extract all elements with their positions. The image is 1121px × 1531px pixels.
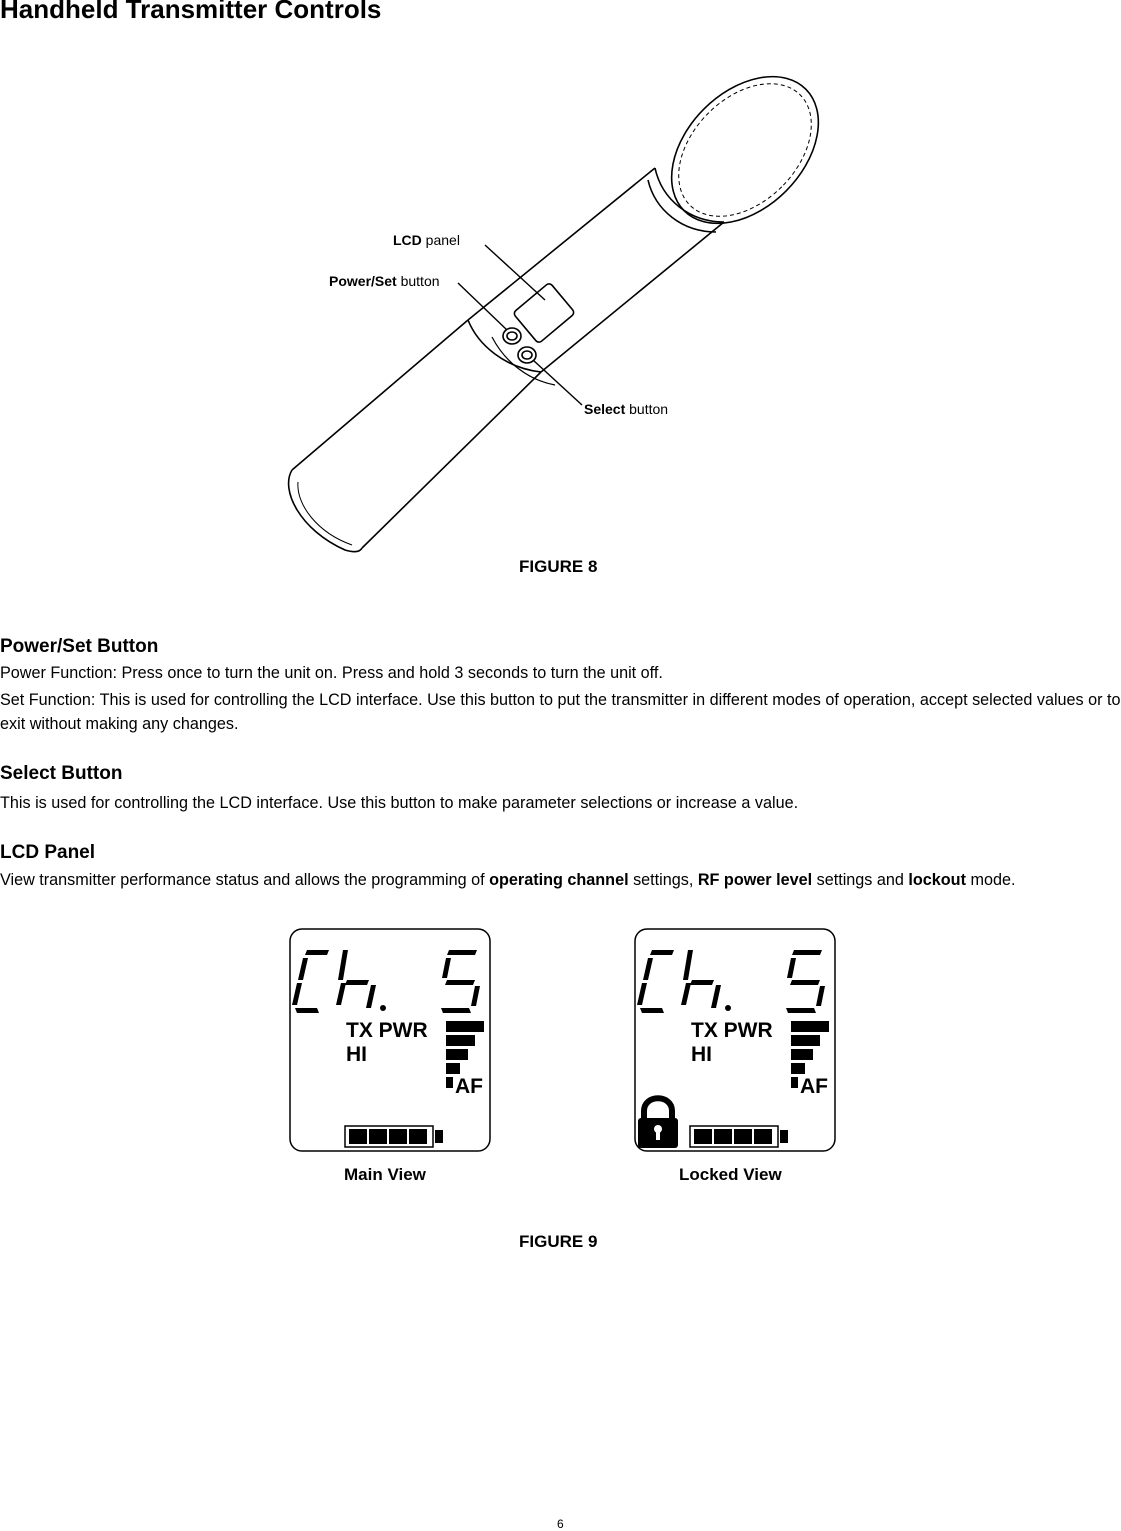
grille-outline (643, 60, 847, 252)
page-title: Handheld Transmitter Controls (0, 0, 382, 24)
tx-pwr-label-locked: TX PWR (691, 1019, 773, 1042)
af-label-main: AF (455, 1075, 483, 1098)
tx-pwr-value-main: HI (346, 1043, 367, 1066)
select-heading: Select Button (0, 763, 123, 784)
handle-end (289, 470, 362, 552)
main-view-caption: Main View (344, 1165, 426, 1184)
lcd-heading: LCD Panel (0, 842, 96, 863)
power-set-button-shape (503, 328, 521, 344)
power-set-button-callout: Power/Set button (329, 273, 440, 289)
lcd-window (513, 282, 575, 343)
power-function-text: Power Function: Press once to turn the unit on. Press and hold 3 seconds to turn the unit off. (0, 664, 663, 682)
tx-pwr-value-locked: HI (691, 1043, 712, 1066)
lcd-text: View transmitter performance status and allows the programming of operating channel settings, RF power level settings and lockout mode. (0, 871, 1016, 889)
power-set-heading: Power/Set Button (0, 636, 159, 657)
lcd-main-view (289, 928, 491, 1152)
lcd-locked-view (634, 928, 836, 1152)
figure-9-caption: FIGURE 9 (519, 1232, 598, 1251)
locked-view-caption: Locked View (679, 1165, 782, 1184)
body-lower-edge (541, 222, 724, 372)
lcd-panel-callout: LCD panel (393, 232, 460, 248)
microphone-illustration (0, 60, 1121, 560)
select-button-callout: Select button (584, 401, 669, 417)
set-function-text: Set Function: This is used for controlling the LCD interface. Use this button to put the transmitter in different modes of operation, accept selected values or to exit without making any changes. (0, 691, 1121, 733)
tx-pwr-label-main: TX PWR (346, 1019, 428, 1042)
af-label-locked: AF (800, 1075, 828, 1098)
page-number: 6 (557, 1517, 564, 1531)
select-text: This is used for controlling the LCD interface. Use this button to make parameter selections or increase a value. (0, 794, 799, 812)
figure-8-caption: FIGURE 8 (519, 557, 598, 576)
